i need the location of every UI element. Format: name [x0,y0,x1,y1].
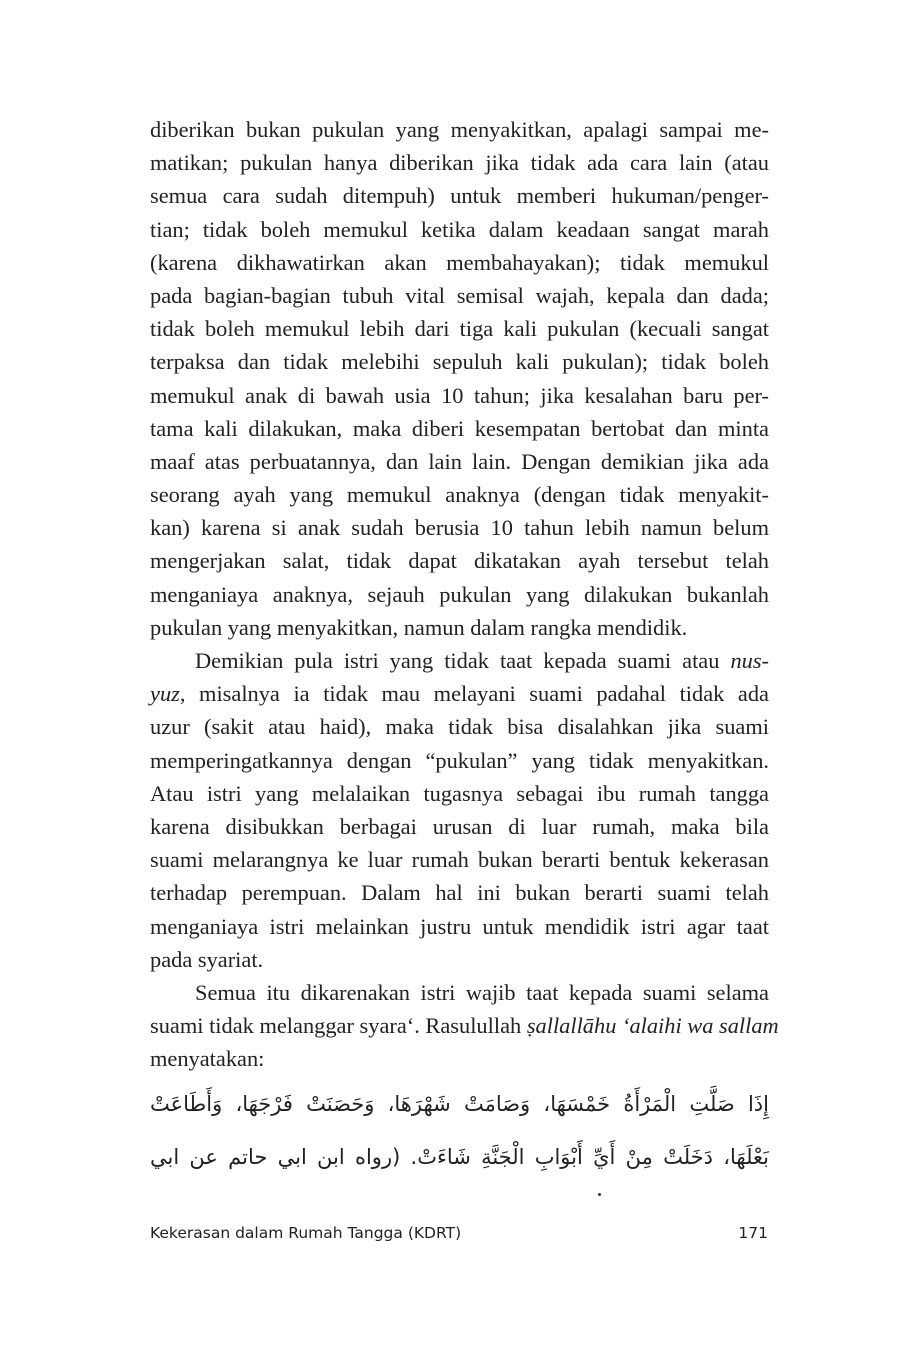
text-line [150,710,769,743]
text-segment: (karena dikhawatirkan akan membahayakan); tidak memukul [150,249,769,275]
text-line [150,146,769,179]
text-segment: Atau istri yang melalaikan tugasnya sebagai ibu rumah tangga [150,780,769,806]
text-segment: tama kali dilakukan, maka diberi kesempatan bertobat dan minta [150,415,769,441]
text-line [150,511,769,544]
text-line [150,279,769,312]
text-segment: Semua itu dikarenakan istri wajib taat kepada suami selama [195,979,769,1005]
body-text [150,113,779,1075]
text-segment: matikan; pukulan hanya diberikan jika tidak ada cara lain (atau [150,150,769,176]
text-segment: terhadap perempuan. Dalam hal ini bukan berarti suami telah [150,880,769,906]
text-segment: diberikan bukan pukulan yang menyakitkan, apalagi sampai me- [150,117,769,142]
text-segment: memperingatkannya dengan “pukulan” yang tidak menyakitkan. [150,747,769,773]
italic-term: ṣallallāhu ‘alaihi wa sallam [526,1013,779,1039]
text-line [150,246,769,279]
text-segment: mengerjakan salat, tidak dapat dikatakan ayah tersebut telah [150,548,769,574]
italic-term: nus- [730,648,769,673]
text-segment: seorang ayah yang memukul anaknya (dengan tidak menyakit- [150,482,769,508]
text-line [150,113,769,146]
text-line [150,345,769,378]
text-line [150,843,769,876]
text-segment: menyatakan: [150,1046,265,1072]
text-segment: tidak boleh memukul lebih dari tiga kali pukulan (kecuali sangat [150,316,769,342]
text-line [150,943,769,976]
text-line [150,445,769,478]
text-segment: pada bagian-bagian tubuh vital semisal wajah, kepala dan dada; [150,282,769,308]
text-line [150,478,769,511]
text-segment: terpaksa dan tidak melebihi sepuluh kali pukulan); tidak boleh [150,349,769,375]
text-segment: pukulan yang menyakitkan, namun dalam rangka mendidik. [150,614,688,640]
text-segment: pada syariat. [150,946,264,972]
text-line [150,876,769,909]
text-line [150,810,769,843]
text-segment: suami tidak melanggar syara‘. Rasulullah [150,1013,527,1039]
text-segment: kan) karena si anak sudah berusia 10 tahun lebih namun belum [150,515,769,541]
text-line [150,379,769,412]
arabic-hadith-line: بَعْلَهَا، دَخَلَتْ مِنْ أَيِّ أَبْوَابِ الْجَنَّةِ شَاءَتْ. (رواه ابن ابي حاتم عن ابي [150,1145,769,1169]
text-line [150,910,769,943]
text-line [150,412,769,445]
text-line [150,644,769,677]
text-segment: Demikian pula istri yang tidak taat kepada suami atau [195,648,731,673]
text-line [150,179,769,212]
page-number: 171 [738,1224,768,1242]
text-line [150,312,769,345]
text-line [150,744,769,777]
text-line [150,976,769,1009]
text-line [150,1009,779,1042]
text-line [150,544,769,577]
text-segment: suami melarangnya ke luar rumah bukan berarti bentuk kekerasan [150,847,769,873]
text-line [150,1042,769,1075]
text-segment: uzur (sakit atau haid), maka tidak bisa disalahkan jika suami [150,714,769,740]
text-line [150,611,769,644]
arabic-hadith-line: إِذَا صَلَّتِ الْمَرْأَةُ خَمْسَهَا، وَصَامَتْ شَهْرَهَا، وَحَصَنَتْ فَرْجَهَا، وَأَطَاعَتْ [150,1092,769,1116]
text-line [150,777,769,810]
text-line [150,578,769,611]
text-line [150,677,769,710]
text-segment: tian; tidak boleh memukul ketika dalam keadaan sangat marah [150,216,769,242]
text-line [150,213,769,246]
text-segment: menganiaya istri melainkan justru untuk mendidik istri agar taat [150,913,769,939]
text-segment: memukul anak di bawah usia 10 tahun; jika kesalahan baru per- [150,382,769,408]
text-segment: menganiaya anaknya, sejauh pukulan yang dilakukan bukanlah [150,581,769,607]
italic-term: yuz [150,681,180,707]
text-segment: , misalnya ia tidak mau melayani suami padahal tidak ada [179,681,769,707]
running-footer-title: Kekerasan dalam Rumah Tangga (KDRT) [150,1224,462,1242]
text-segment: semua cara sudah ditempuh) untuk memberi hukuman/penger- [150,183,769,209]
stray-dot [598,1193,601,1196]
text-segment: karena disibukkan berbagai urusan di luar rumah, maka bila [150,813,769,839]
text-segment: maaf atas perbuatannya, dan lain lain. Dengan demikian jika ada [150,448,769,474]
